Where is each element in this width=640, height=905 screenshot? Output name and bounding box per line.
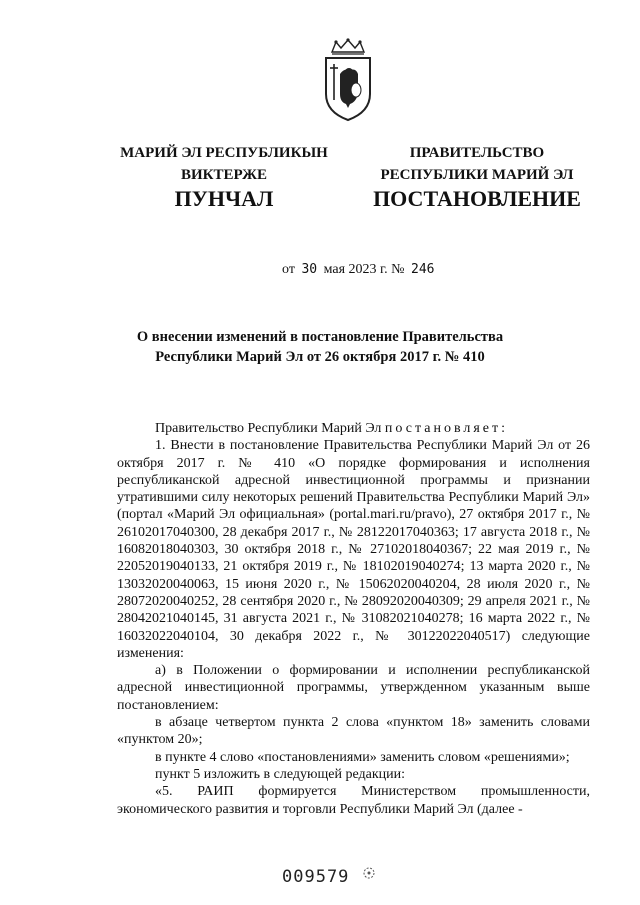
- intro-prefix: Правительство Республики Марий Эл: [155, 421, 382, 436]
- date-month-year: мая 2023 г. №: [323, 262, 405, 277]
- paragraph-4: в пункте 4 слово «постановлениями» заменить словом «решениями»;: [155, 749, 570, 765]
- date-day: 30: [301, 262, 318, 277]
- subject-line2: Республики Марий Эл от 26 октября 2017 г. № 410: [155, 349, 485, 365]
- header-right-line1: ПРАВИТЕЛЬСТВО: [409, 145, 545, 161]
- coat-of-arms-icon: [318, 38, 378, 122]
- header-left-line1: МАРИЙ ЭЛ РЕСПУБЛИКЫН: [120, 145, 328, 161]
- paragraph-3: в абзаце четвертом пункта 2 слова «пунктом 18» заменить словами «пунктом 20»;: [117, 715, 590, 748]
- header-right-line2: РЕСПУБЛИКИ МАРИЙ ЭЛ: [380, 167, 574, 183]
- document-number: 246: [411, 262, 435, 277]
- document-body: [117, 420, 590, 818]
- serial-number: 009579: [282, 867, 350, 887]
- intro-paragraph: [117, 420, 590, 437]
- paragraph-6: «5. РАИП формируется Министерством промышленности, экономического развития и торговли Республики Марий Эл (далее -: [117, 784, 590, 817]
- paragraph-1: 1. Внести в постановление Правительства Республики Марий Эл от 26 октября 2017 г. № 410 «О порядке формирования и исполнения республиканской адресной инвестиционной программы и признании утратившими силу некоторых решений Правительства Республики Марий Эл» (портал «Марий Эл официальная» (portal.mari.ru/pravo), 27 октября 2017 г., № 26102017040300, 28 декабря 2017 г., № 28122017040363; 17 августа 2018 г., № 16082018040303, 30 октября 2018 г., № 27102018040367; 22 мая 2019 г., № 22052019040133, 21 октября 2019 г., № 18102019040274; 13 марта 2020 г., № 13032020040063, 15 июня 2020 г., № 15062020040204, 28 июля 2020 г., № 28072020040252, 28 сентября 2020 г., № 28092020040309; 29 апреля 2021 г., № 28042021040145, 31 августа 2021 г., № 31082021040278; 16 марта 2022 г., № 16032022040104, 30 декабря 2022 г., № 30122022040517) следующие изменения:: [117, 438, 590, 661]
- paragraph-5: пункт 5 изложить в следующей редакции:: [155, 766, 405, 782]
- header-left-line2: ВИКТЕРЖЕ: [180, 167, 268, 183]
- document-subject: [120, 327, 520, 367]
- paragraph-2: а) в Положении о формировании и исполнении республиканской адресной инвестиционной программы, утвержденном указанным выше постановлением:: [117, 663, 590, 713]
- header-left: [108, 142, 340, 186]
- security-mark-icon: [362, 866, 376, 880]
- header-left-title: ПУНЧАЛ: [174, 186, 274, 211]
- header-right-title: ПОСТАНОВЛЕНИЕ: [373, 186, 581, 211]
- subject-line1: О внесении изменений в постановление Правительства: [136, 329, 504, 345]
- date-line: [282, 262, 438, 278]
- header-right: [362, 142, 592, 186]
- intro-verb: постановляет:: [384, 421, 509, 436]
- date-prefix: от: [282, 262, 295, 277]
